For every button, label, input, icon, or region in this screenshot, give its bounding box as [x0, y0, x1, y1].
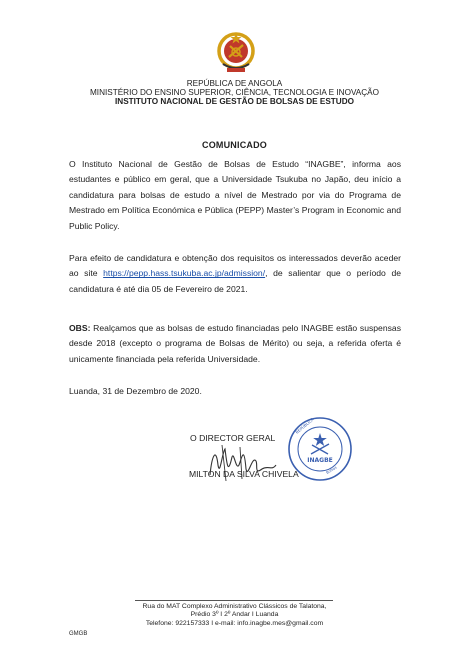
signature: [192, 435, 302, 490]
document-title: COMUNICADO: [202, 140, 267, 150]
document-code: GMGB: [69, 631, 88, 637]
paragraph-announcement: O Instituto Nacional de Gestão de Bolsas de Estudo “INAGBE”, informa aos estudantes e público em geral, que a Universidade Tsukuba no Japão, deu início a candidatura para bolsas de estudo a nível de Mestrado por via do Programa de Mestrado em Política Económica e Pública (PEPP) Master’s Program in Economic and Public Policy.: [69, 159, 401, 231]
footer-address-line2: Prédio 3º I 2º Andar I Luanda: [190, 611, 279, 618]
admission-link[interactable]: https://pepp.hass.tsukuba.ac.jp/admission/: [103, 268, 266, 279]
header-country: REPÚBLICA DE ANGOLA: [186, 79, 283, 88]
national-emblem-icon: [215, 30, 257, 76]
paragraph-application: [69, 251, 401, 297]
director-name: MILTON DA SILVA CHIVELA: [189, 469, 299, 479]
director-title: O DIRECTOR GERAL: [190, 433, 276, 443]
svg-text:Bolsas: Bolsas: [325, 465, 338, 475]
official-stamp: [287, 416, 353, 482]
paragraph-application-text-start: Para efeito de candidatura e obtenção dos requisitos os interessados deverão aceder ao site: [69, 253, 401, 279]
obs-label: OBS:: [69, 323, 91, 333]
svg-text:INAGBE: INAGBE: [307, 457, 333, 464]
header-ministry: MINISTÉRIO DO ENSINO SUPERIOR, CIÊNCIA, TECNOLOGIA E INOVAÇÃO: [89, 88, 380, 97]
document-date: Luanda, 31 de Dezembro de 2020.: [69, 386, 202, 396]
paragraph-application-text-end: , de salientar que o período de candidatura é até dia 05 de Fevereiro de 2021.: [69, 268, 401, 294]
paragraph-obs: [69, 321, 401, 367]
obs-text: Realçamos que as bolsas de estudo financiadas pelo INAGBE estão suspensas desde 2018 (excepto o programa de Bolsas de Mérito) ou seja, a referida oferta é unicamente financiada pela referida Universidade.: [69, 323, 401, 364]
footer-divider: [135, 600, 333, 601]
footer-contact: Telefone: 922157333 I e-mail: info.inagbe.mes@gmail.com: [145, 620, 324, 627]
header-institute: INSTITUTO NACIONAL DE GESTÃO DE BOLSAS DE ESTUDO: [115, 97, 354, 106]
svg-text:REPÚBLICA: REPÚBLICA: [294, 416, 315, 435]
footer-address-line1: Rua do MAT Complexo Administrativo Clássicos de Talatona,: [142, 603, 327, 610]
